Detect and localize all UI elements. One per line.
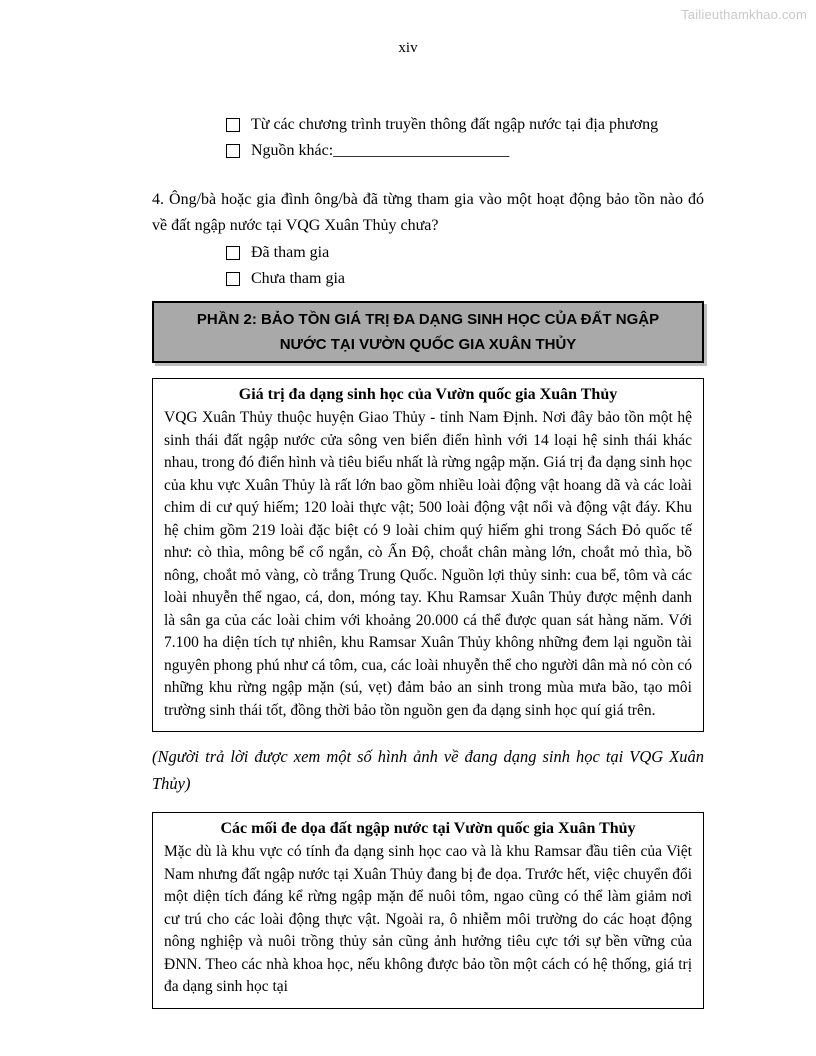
checkbox-item bbox=[226, 269, 704, 289]
checkbox[interactable] bbox=[226, 118, 240, 132]
biodiversity-box-title: Giá trị đa dạng sinh học của Vườn quốc gia Xuân Thủy bbox=[238, 386, 618, 403]
biodiversity-box-body: VQG Xuân Thủy thuộc huyện Giao Thủy - tỉnh Nam Định. Nơi đây bảo tồn một hệ sinh thái đất ngập nước cửa sông ven biển điển hình với 14 loại hệ sinh thái khác nhau, trong đó điển hình và tiêu biểu nhất là rừng ngập mặn. Giá trị đa dạng sinh học của khu vực Xuân Thủy là rất lớn bao gồm nhiều loài động vật hoang dã và các loài chim di cư quý hiếm; 120 loài thực vật; 500 loài động vật nổi và động vật đáy. Khu hệ chim gồm 219 loài đặc biệt có 9 loài chim quý hiếm ghi trong Sách Đỏ quốc tế như: cò thìa, mông bể cổ ngắn, cò Ấn Độ, choắt chân màng lớn, choắt mỏ thìa, bồ nông, choắt mỏ vàng, cò trắng Trung Quốc. Nguồn lợi thủy sinh: cua bể, tôm và các loài nhuyễn thể ngao, cá, don, móng tay. Khu Ramsar Xuân Thủy được mệnh danh là sân ga của các loài chim với khoảng 20.000 cá thể được quan sát hàng năm. Với 7.100 ha diện tích tự nhiên, khu Ramsar Xuân Thủy không những đem lại nguồn tài nguyên phong phú như cá tôm, cua, các loài nhuyễn thể cho người dân mà nó còn có những khu rừng ngập mặn (sú, vẹt) đảm bảo an sinh trong mùa mưa bão, tạo môi trường sinh thái tốt, đồng thời bảo tồn nguồn gen đa dạng sinh học quí giá trên. bbox=[164, 409, 692, 719]
biodiversity-value-box bbox=[152, 378, 704, 732]
threats-box bbox=[152, 812, 704, 1009]
checkbox[interactable] bbox=[226, 144, 240, 158]
checkbox[interactable] bbox=[226, 272, 240, 286]
checkbox-label bbox=[251, 141, 509, 161]
fill-in-blank[interactable]: ______________________ bbox=[333, 142, 510, 159]
section-2-header-banner bbox=[152, 301, 704, 363]
question-4-text: 4. Ông/bà hoặc gia đình ông/bà đã từng tham gia vào một hoạt động bảo tồn nào đó về đất ngập nước tại VQG Xuân Thủy chưa? bbox=[152, 191, 704, 234]
threats-box-body: Mặc dù là khu vực có tính đa dạng sinh học cao và là khu Ramsar đầu tiên của Việt Nam nhưng đất ngập nước tại Xuân Thủy đang bị đe dọa. Trước hết, việc chuyển đổi một diện tích đáng kể rừng ngập mặn để nuôi tôm, ngao cũng có thể làm giảm nơi cư trú cho các loài động thực vật. Ngoài ra, ô nhiễm môi trường do các hoạt động nông nghiệp và nuôi trồng thủy sản cũng ảnh hưởng tiêu cực tới sự bền vững của ĐNN. Theo các nhà khoa học, nếu không được bảo tồn một cách có hệ thống, giá trị đa dạng sinh học tại bbox=[164, 843, 692, 995]
section-2-header-line2: NƯỚC TẠI VƯỜN QUỐC GIA XUÂN THỦY bbox=[279, 336, 577, 353]
checkbox-item bbox=[226, 141, 704, 161]
source-options-list bbox=[152, 115, 704, 161]
checkbox-label: Từ các chương trình truyền thông đất ngập nước tại địa phương bbox=[251, 116, 659, 133]
threats-box-title: Các mối đe dọa đất ngập nước tại Vườn quốc gia Xuân Thủy bbox=[220, 820, 636, 837]
section-2-header-line1: PHẦN 2: BẢO TỒN GIÁ TRỊ ĐA DẠNG SINH HỌC CỦA ĐẤT NGẬP bbox=[196, 311, 660, 328]
checkbox-item bbox=[226, 115, 704, 135]
checkbox-label: Đã tham gia bbox=[251, 244, 330, 261]
other-source-label: Nguồn khác: bbox=[251, 142, 334, 159]
interviewer-note: (Người trả lời được xem một số hình ảnh về đang dạng sinh học tại VQG Xuân Thủy) bbox=[152, 747, 704, 793]
page-number: xiv bbox=[398, 40, 418, 56]
checkbox[interactable] bbox=[226, 246, 240, 260]
checkbox-item bbox=[226, 243, 704, 263]
question-4-options bbox=[152, 243, 704, 289]
checkbox-label: Chưa tham gia bbox=[251, 270, 345, 287]
watermark: Tailieuthamkhao.com bbox=[681, 7, 807, 22]
page-content bbox=[152, 115, 704, 1009]
